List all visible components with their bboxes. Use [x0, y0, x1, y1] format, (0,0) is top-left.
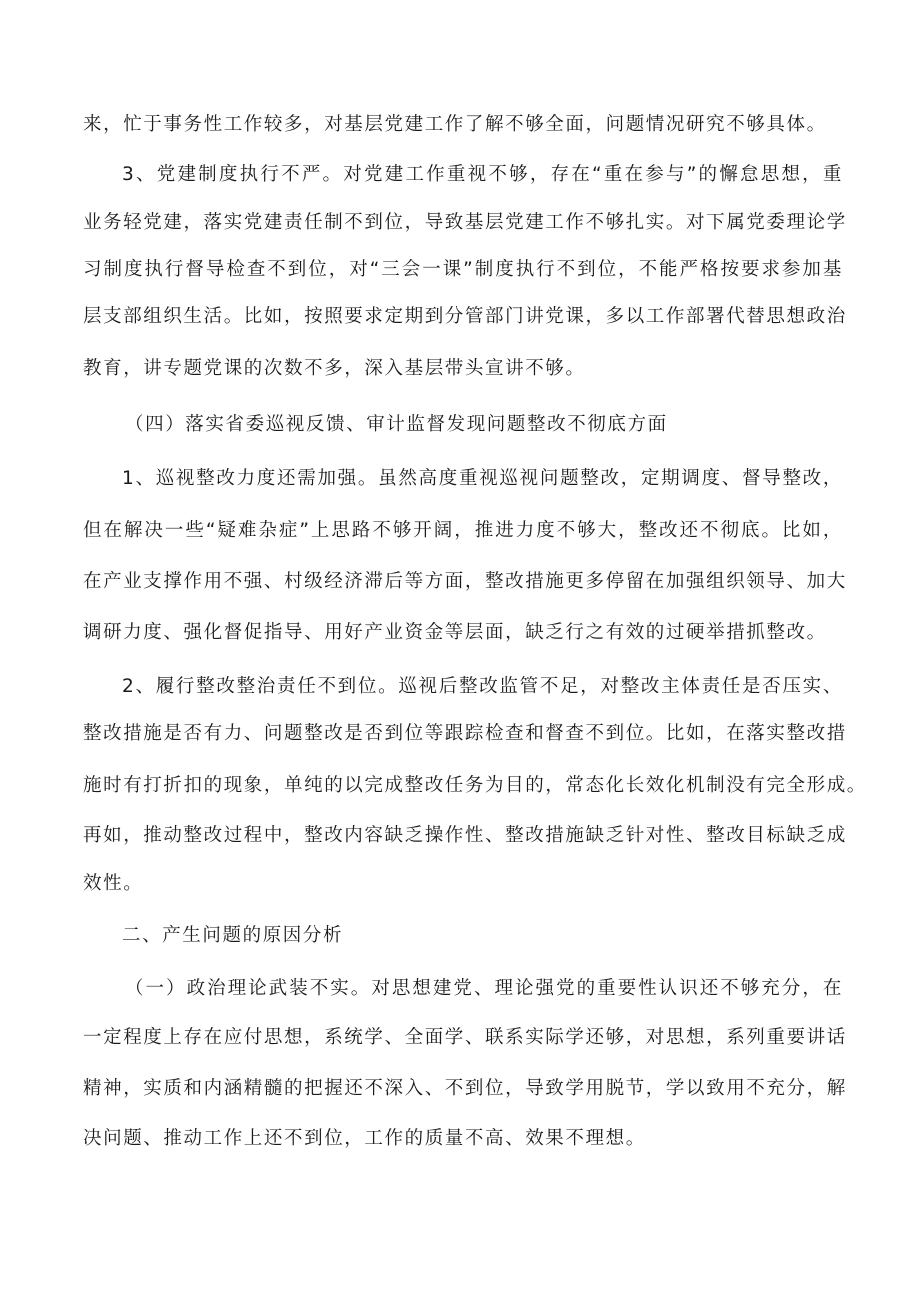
- section-heading: （四）落实省委巡视反馈、审计监督发现问题整改不彻底方面: [125, 414, 668, 435]
- paragraph-line: 一定程度上存在应付思想，系统学、全面学、联系实际学还够，对思想，系列重要讲话: [83, 1027, 847, 1048]
- paragraph-line: 施时有打折扣的现象，单纯的以完成整改任务为目的，常态化长效化机制没有完全形成。: [83, 775, 867, 796]
- paragraph-line: 业务轻党建，落实党建责任制不到位，导致基层党建工作不够扎实。对下属党委理论学: [83, 212, 847, 233]
- paragraph-line: 但在解决一些“疑难杂症”上思路不够开阔，推进力度不够大，整改还不彻底。比如，: [83, 520, 843, 541]
- paragraph-line: 教育，讲专题党课的次数不多，深入基层带头宣讲不够。: [83, 358, 586, 379]
- paragraph-line: 习制度执行督导检查不到位，对“三会一课”制度执行不到位，不能严格按要求参加基: [83, 259, 843, 280]
- paragraph-line: （一）政治理论武装不实。对思想建党、理论强党的重要性认识还不够充分，在: [125, 978, 843, 999]
- paragraph-line: 精神，实质和内涵精髓的把握还不深入、不到位，导致学用脱节，学以致用不充分，解: [83, 1078, 847, 1099]
- paragraph-line: 2、履行整改整治责任不到位。巡视后整改监管不足，对整改主体责任是否压实、: [122, 676, 843, 697]
- paragraph-line: 3、党建制度执行不严。对党建工作重视不够，存在“重在参与”的懈怠思想，重: [122, 164, 843, 185]
- paragraph-line: 调研力度、强化督促指导、用好产业资金等层面，缺乏行之有效的过硬举措抓整改。: [83, 622, 827, 643]
- section-heading: 二、产生问题的原因分析: [122, 925, 344, 946]
- paragraph-line: 层支部组织生活。比如，按照要求定期到分管部门讲党课，多以工作部署代替思想政治: [83, 306, 847, 327]
- paragraph-line: 效性。: [83, 873, 144, 894]
- paragraph-line: 整改措施是否有力、问题整改是否到位等跟踪检查和督查不到位。比如，在落实整改措: [83, 723, 847, 744]
- paragraph-line: 来，忙于事务性工作较多，对基层党建工作了解不够全面，问题情况研究不够具体。: [83, 114, 827, 135]
- paragraph-line: 在产业支撑作用不强、村级经济滞后等方面，整改措施更多停留在加强组织领导、加大: [83, 571, 847, 592]
- paragraph-line: 再如，推动整改过程中，整改内容缺乏操作性、整改措施缺乏针对性、整改目标缺乏成: [83, 825, 847, 846]
- paragraph-line: 1、巡视整改力度还需加强。虽然高度重视巡视问题整改，定期调度、督导整改，: [122, 468, 843, 489]
- paragraph-line: 决问题、推动工作上还不到位，工作的质量不高、效果不理想。: [83, 1128, 646, 1149]
